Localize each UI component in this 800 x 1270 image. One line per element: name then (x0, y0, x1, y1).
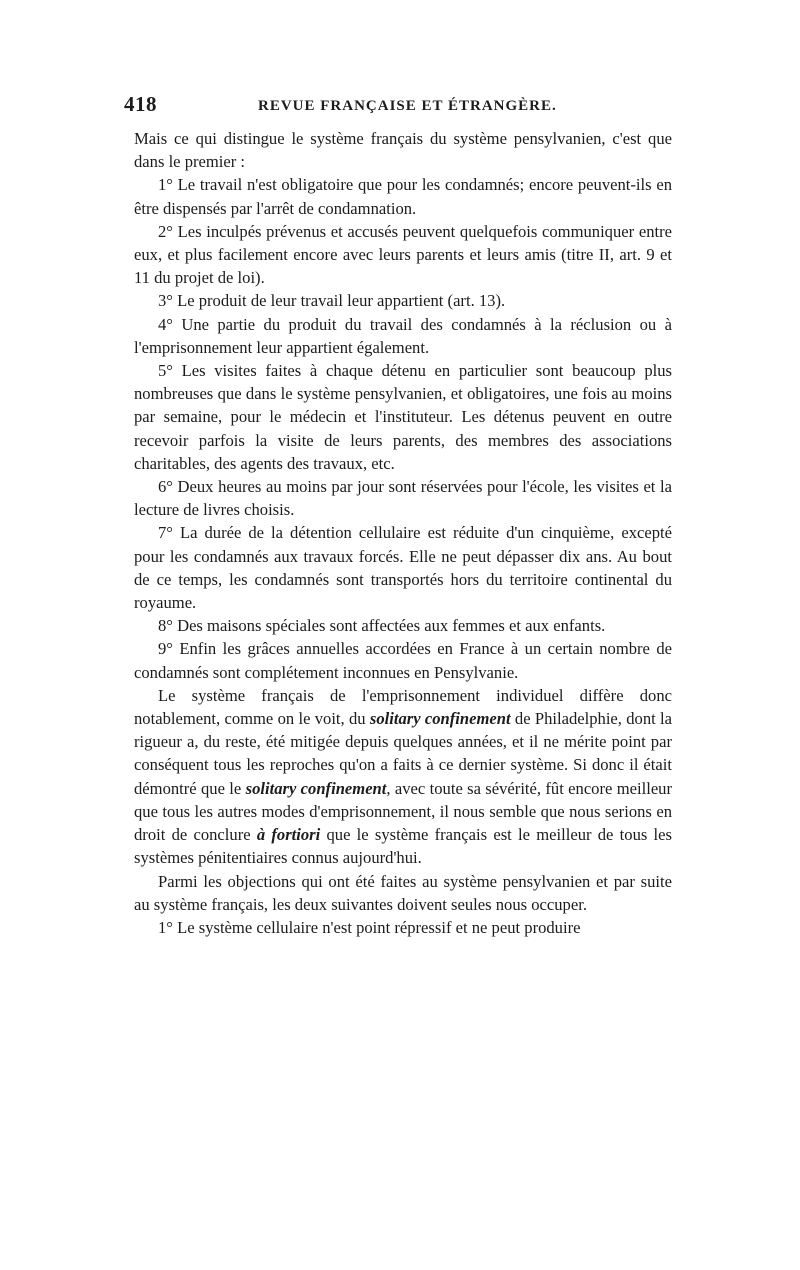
paragraph-conclusion (134, 684, 672, 870)
paragraph-item-8: 8° Des maisons spéciales sont affectées aux femmes et aux enfants. (158, 616, 606, 636)
paragraph-objections: Parmi les objections qui ont été faites au système pensylvanien et par suite au système français, les deux suivantes doivent seules nous occuper. (134, 871, 672, 914)
emphasis-term: solitary confinement (369, 709, 511, 729)
emphasis-term: solitary confinement (245, 778, 387, 798)
paragraph-item-9: 9° Enfin les grâces annuelles accordées en France à un certain nombre de condamnés sont complétement inconnues en Pensylvanie. (134, 639, 672, 682)
paragraph-item-7: 7° La durée de la détention cellulaire est réduite d'un cinquième, excepté pour les condamnés aux travaux forcés. Elle ne peut dépasser dix ans. Au bout de ce temps, les condamnés sont transportés hors du territoire continental du royaume. (134, 523, 672, 613)
paragraph-item-3: 3° Le produit de leur travail leur appartient (art. 13). (158, 291, 506, 311)
page-body (134, 127, 672, 939)
paragraph-item-1: 1° Le travail n'est obligatoire que pour les condamnés; encore peuvent-ils en être dispensés par l'arrêt de condamnation. (134, 175, 672, 218)
book-page (110, 92, 673, 937)
text-run: Le système français de l'emprisonnement individuel diffère donc notablement, comme on le voit, du (134, 685, 672, 729)
text-run: , avec toute sa sévérité, fût encore meilleur que tous les autres modes d'emprisonnement, il nous semble que nous serions en droit de conclure (134, 778, 673, 845)
paragraph-item-6: 6° Deux heures au moins par jour sont réservées pour l'école, les visites et la lecture de livres choisis. (134, 477, 672, 520)
running-title: REVUE FRANÇAISE ET ÉTRANGÈRE. (258, 98, 557, 114)
paragraph-intro: Mais ce qui distingue le système français du système pensylvanien, c'est que dans le premier : (134, 129, 672, 172)
paragraph-objection-1: 1° Le système cellulaire n'est point répressif et ne peut produire (158, 917, 581, 937)
text-run: que le système français est le meilleur de tous les systèmes pénitentiaires connus aujourd'hui. (134, 825, 672, 868)
paragraph-item-2: 2° Les inculpés prévenus et accusés peuvent quelquefois communiquer entre eux, et plus facilement encore avec leurs parents et leurs amis (titre II, art. 9 et 11 du projet de loi). (134, 221, 672, 288)
text-run: de Philadelphie, dont la rigueur a, du reste, été mitigée depuis quelques années, et il ne mérite point par conséquent tous les reproches qu'on a faits à ce dernier système. Si donc il était démontré que le (134, 709, 672, 798)
page-header (110, 92, 672, 122)
paragraph-item-5: 5° Les visites faites à chaque détenu en particulier sont beaucoup plus nombreuses que dans le système pensylvanien, et obligatoires, une fois au moins par semaine, pour le médecin et l'instituteur. Les détenus peuvent en outre recevoir parfois la visite de leurs parents, des membres des associations charitables, des agents des travaux, etc. (134, 361, 672, 473)
paragraph-item-4: 4° Une partie du produit du travail des condamnés à la réclusion ou à l'emprisonnement leur appartient également. (134, 314, 672, 357)
page-number: 418 (124, 92, 157, 116)
emphasis-term: à fortiori (256, 825, 321, 845)
